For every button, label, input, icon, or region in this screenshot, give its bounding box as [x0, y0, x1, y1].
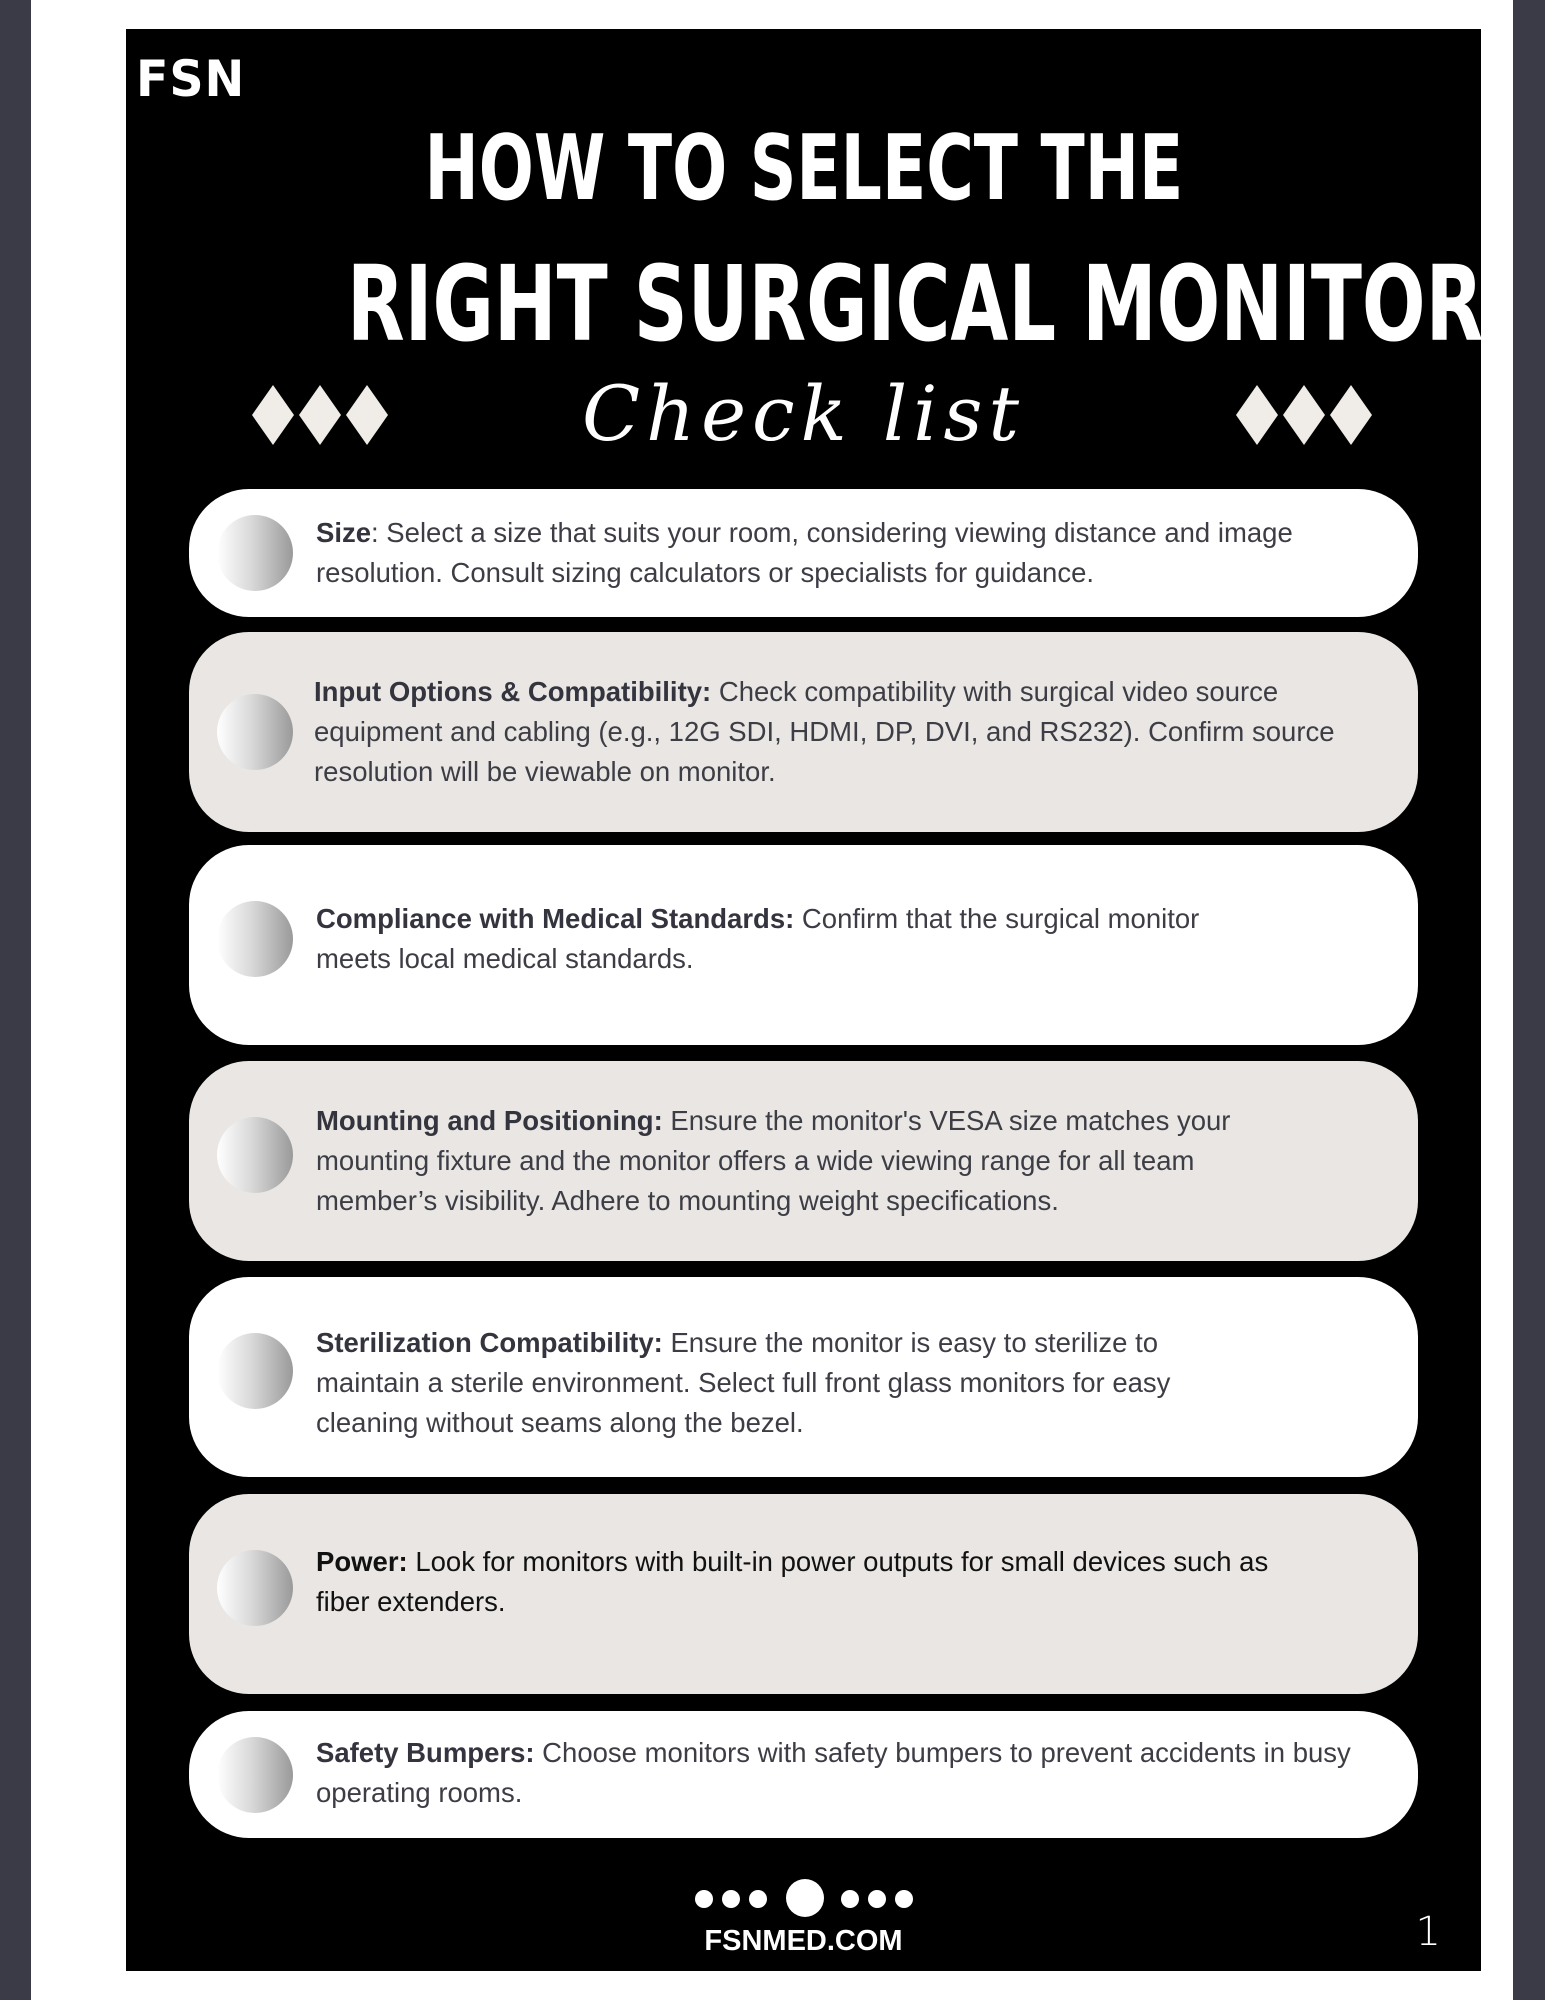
page-indicator [126, 1879, 1481, 1919]
checklist-item-text [314, 672, 1368, 792]
checklist-item-heading: Power: [316, 1546, 408, 1577]
checklist-poster [126, 29, 1484, 1971]
checklist-item-heading: Sterilization Compatibility: [316, 1327, 663, 1358]
checklist-item-body: Look for monitors with built-in power outputs for small devices such as fiber extenders. [316, 1546, 1269, 1617]
checklist-item-heading: Safety Bumpers: [316, 1737, 535, 1768]
checklist-item-mounting [189, 1061, 1418, 1261]
diamond-ornament-right [1234, 381, 1374, 449]
checklist-item-heading: Input Options & Compatibility: [314, 676, 712, 707]
page-title-line-2: RIGHT SURGICAL MONITOR [346, 243, 1484, 365]
checklist-item-safety-bumpers [189, 1711, 1418, 1838]
pager-dot[interactable] [895, 1890, 913, 1908]
checklist [189, 489, 1418, 1869]
checklist-item-text [316, 1101, 1298, 1221]
checkbox-circle-icon[interactable] [217, 515, 293, 591]
pager-dot[interactable] [722, 1890, 740, 1908]
checklist-item-heading: Compliance with Medical Standards: [316, 903, 795, 934]
checklist-item-body: Check compatibility with surgical video source equipment and cabling (e.g., 12G SDI, HDMI, DP, DVI, and RS232). Confirm source resolution will be viewable on monitor. [314, 676, 1335, 787]
page-frame [31, 0, 1513, 2000]
checklist-item-text: Size: Select a size that suits your room, considering viewing distance and image resolution. Consult sizing calculators or specialists for guidance. [316, 517, 1293, 588]
page-title-line-1: HOW TO SELECT THE [424, 116, 1183, 221]
checkbox-circle-icon[interactable] [217, 1550, 293, 1626]
checklist-item-text [316, 899, 1278, 979]
checklist-item-body: Ensure the monitor's VESA size matches your mounting fixture and the monitor offers a wide viewing range for all team member’s visibility. Adhere to mounting weight specifications. [316, 1105, 1231, 1216]
checklist-item-body: Ensure the monitor is easy to sterilize to maintain a sterile environment. Select full front glass monitors for easy cleaning without seams along the bezel. [316, 1327, 1171, 1438]
checklist-item-body: Choose monitors with safety bumpers to prevent accidents in busy operating rooms. [316, 1737, 1351, 1808]
checklist-item-body: Confirm that the surgical monitor meets local medical standards. [316, 903, 1200, 974]
pager-dot[interactable] [868, 1890, 886, 1908]
checkbox-circle-icon[interactable] [217, 901, 293, 977]
pager-dot[interactable] [695, 1890, 713, 1908]
checklist-item-text [316, 1323, 1248, 1443]
checkbox-circle-icon[interactable] [217, 1333, 293, 1409]
checklist-item-compliance [189, 845, 1418, 1045]
pager-dot[interactable] [841, 1890, 859, 1908]
checklist-item-heading: Mounting and Positioning: [316, 1105, 663, 1136]
page-number: 1 [1415, 1909, 1441, 1955]
checklist-item-sterilization [189, 1277, 1418, 1477]
checklist-item-text [316, 1542, 1318, 1622]
pager-dot[interactable] [749, 1890, 767, 1908]
footer-website-link[interactable]: FSNMED.COM [704, 1925, 903, 1957]
checkbox-circle-icon[interactable] [217, 1117, 293, 1193]
logo-text: FSN [136, 50, 246, 108]
pager-dot-active[interactable] [786, 1879, 824, 1917]
pager-dots [695, 1879, 935, 1919]
checklist-item-text [316, 1733, 1368, 1813]
checkbox-circle-icon[interactable] [217, 694, 293, 770]
checklist-item-heading: Size [316, 517, 372, 548]
checkbox-circle-icon[interactable] [217, 1737, 293, 1813]
checklist-subtitle: Check list [581, 369, 1025, 458]
checklist-item-power [189, 1494, 1418, 1694]
checklist-item-input-options [189, 632, 1418, 832]
checklist-item-body: Select a size that suits your room, considering viewing distance and image resolution. Consult sizing calculators or specialists for guidance. [316, 517, 1293, 588]
checklist-item-size [189, 489, 1418, 617]
